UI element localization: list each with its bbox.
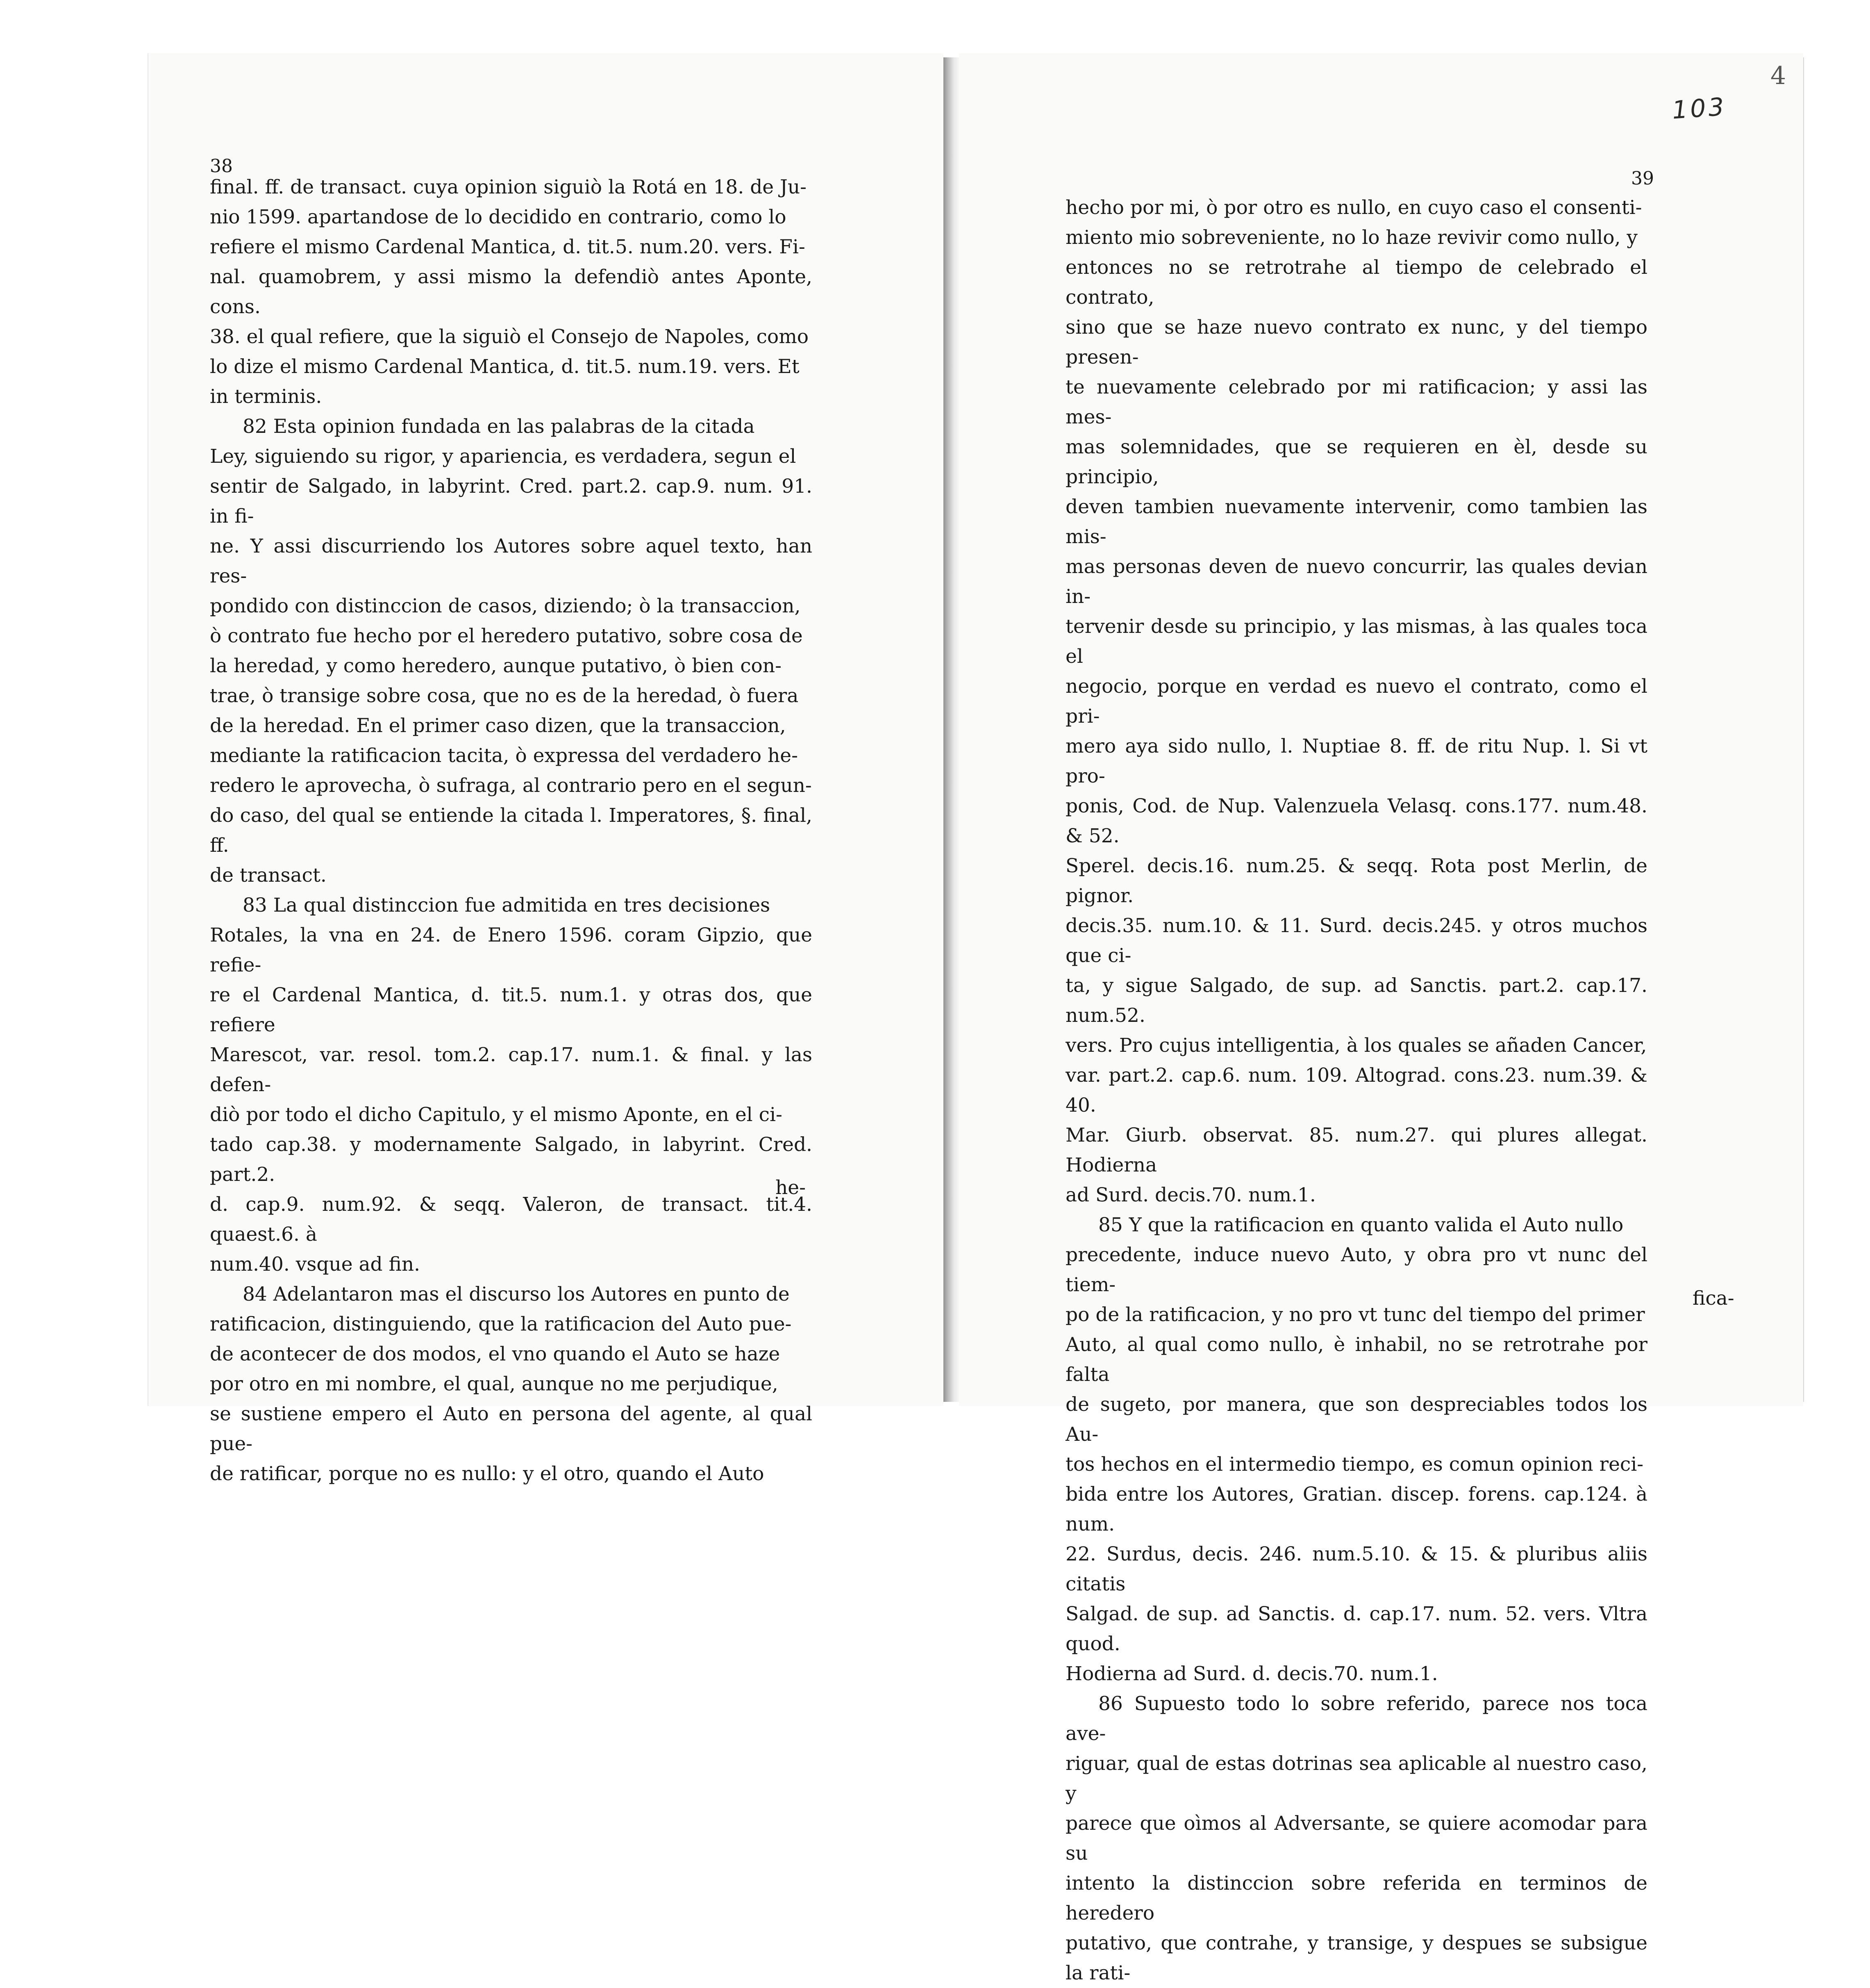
text-line: riguar, qual de estas dotrinas sea aplicable al nuestro caso, y <box>1066 1752 1647 1805</box>
edge-mark: 4 <box>1770 61 1786 90</box>
text-line: hecho por mi, ò por otro es nullo, en cuyo caso el consenti- <box>1066 196 1642 219</box>
text-line: ponis, Cod. de Nup. Valenzuela Velasq. cons.177. num.48. & 52. <box>1066 795 1647 847</box>
manuscript-folio-number: 103 <box>1671 92 1727 125</box>
text-line: bida entre los Autores, Gratian. discep. forens. cap.124. à num. <box>1066 1483 1647 1535</box>
page-number-right: 39 <box>1631 168 1654 189</box>
text-line: 38. el qual refiere, que la siguiò el Consejo de Napoles, como <box>210 325 809 348</box>
text-line: de ratificar, porque no es nullo: y el otro, quando el Auto <box>210 1463 764 1485</box>
text-line: diò por todo el dicho Capitulo, y el mismo Aponte, en el ci- <box>210 1103 782 1126</box>
text-line: Salgad. de sup. ad Sanctis. d. cap.17. num. 52. vers. Vltra quod. <box>1066 1603 1647 1655</box>
text-line: tervenir desde su principio, y las mismas, à las quales toca el <box>1066 615 1647 668</box>
text-line: Sperel. decis.16. num.25. & seqq. Rota post Merlin, de pignor. <box>1066 855 1647 907</box>
text-line: in terminis. <box>210 385 322 408</box>
text-line: mas solemnidades, que se requieren en èl, desde su principio, <box>1066 436 1647 488</box>
text-line: pondido con distinccion de casos, diziendo; ò la transaccion, <box>210 595 801 617</box>
text-line: ta, y sigue Salgado, de sup. ad Sanctis. part.2. cap.17. num.52. <box>1066 974 1647 1027</box>
text-line: Rotales, la vna en 24. de Enero 1596. coram Gipzio, que refie- <box>210 924 812 976</box>
text-line: se sustiene empero el Auto en persona del agente, al qual pue- <box>210 1403 812 1455</box>
text-line: po de la ratificacion, y no pro vt tunc del tiempo del primer <box>1066 1303 1645 1326</box>
text-line: ò contrato fue hecho por el heredero putativo, sobre cosa de <box>210 625 803 647</box>
text-line: de sugeto, por manera, que son despreciables todos los Au- <box>1066 1393 1647 1446</box>
paragraph-86-start: 86 Supuesto todo lo sobre referido, parece nos toca ave- <box>1066 1692 1647 1745</box>
text-line: vers. Pro cujus intelligentia, à los quales se añaden Cancer, <box>1066 1034 1647 1057</box>
text-line: ad Surd. decis.70. num.1. <box>1066 1184 1316 1206</box>
right-page-text <box>1066 193 1647 1988</box>
text-line: lo dize el mismo Cardenal Mantica, d. tit.5. num.19. vers. Et <box>210 355 800 378</box>
text-line: decis.35. num.10. & 11. Surd. decis.245. y otros muchos que ci- <box>1066 914 1647 967</box>
text-line: tos hechos en el intermedio tiempo, es comun opinion reci- <box>1066 1453 1644 1476</box>
text-line: entonces no se retrotrahe al tiempo de celebrado el contrato, <box>1066 256 1647 309</box>
text-line: de acontecer de dos modos, el vno quando el Auto se haze <box>210 1343 780 1365</box>
text-line: tado cap.38. y modernamente Salgado, in labyrint. Cred. part.2. <box>210 1133 812 1186</box>
paragraph-82-start: 82 Esta opinion fundada en las palabras de la citada <box>243 415 755 438</box>
text-line: Hodierna ad Surd. d. decis.70. num.1. <box>1066 1663 1438 1685</box>
catchword-left: he- <box>775 1176 806 1199</box>
text-line: re el Cardenal Mantica, d. tit.5. num.1. y otras dos, que refiere <box>210 984 812 1036</box>
text-line: negocio, porque en verdad es nuevo el contrato, como el pri- <box>1066 675 1647 728</box>
text-line: la heredad, y como heredero, aunque putativo, ò bien con- <box>210 655 782 677</box>
text-line: Ley, siguiendo su rigor, y apariencia, es verdadera, segun el <box>210 445 796 468</box>
text-line: mero aya sido nullo, l. Nuptiae 8. ff. de ritu Nup. l. Si vt pro- <box>1066 735 1647 787</box>
page-number-left: 38 <box>210 156 233 177</box>
text-line: Marescot, var. resol. tom.2. cap.17. num.1. & final. y las defen- <box>210 1044 812 1096</box>
text-line: parece que oìmos al Adversante, se quiere acomodar para su <box>1066 1812 1647 1865</box>
text-line: intento la distinccion sobre referida en terminos de heredero <box>1066 1872 1647 1924</box>
text-line: te nuevamente celebrado por mi ratificacion; y assi las mes- <box>1066 376 1647 428</box>
text-line: Auto, al qual como nullo, è inhabil, no se retrotrahe por falta <box>1066 1333 1647 1386</box>
text-line: mediante la ratificacion tacita, ò expressa del verdadero he- <box>210 744 798 767</box>
text-line: nio 1599. apartandose de lo decidido en contrario, como lo <box>210 206 786 228</box>
text-line: precedente, induce nuevo Auto, y obra pro vt nunc del tiem- <box>1066 1244 1647 1296</box>
text-line: var. part.2. cap.6. num. 109. Altograd. cons.23. num.39. & 40. <box>1066 1064 1647 1117</box>
text-line: nal. quamobrem, y assi mismo la defendiò antes Aponte, cons. <box>210 266 812 318</box>
paragraph-84-start: 84 Adelantaron mas el discurso los Autores en punto de <box>243 1283 790 1306</box>
right-page <box>959 53 1803 1984</box>
text-line: final. ff. de transact. cuya opinion siguiò la Rotá en 18. de Ju- <box>210 176 807 198</box>
paragraph-83-start: 83 La qual distinccion fue admitida en tres decisiones <box>243 894 770 917</box>
text-line: do caso, del qual se entiende la citada l. Imperatores, §. final, ff. <box>210 804 812 857</box>
catchword-right: fica- <box>1693 1287 1734 1310</box>
text-line: Mar. Giurb. observat. 85. num.27. qui plures allegat. Hodierna <box>1066 1124 1647 1176</box>
paragraph-85-start: 85 Y que la ratificacion en quanto valida el Auto nullo <box>1098 1214 1624 1236</box>
text-line: redero le aprovecha, ò sufraga, al contrario pero en el segun- <box>210 774 812 797</box>
text-line: deven tambien nuevamente intervenir, como tambien las mis- <box>1066 496 1647 548</box>
text-line: ratificacion, distinguiendo, que la ratificacion del Auto pue- <box>210 1313 792 1335</box>
text-line: miento mio sobreveniente, no lo haze revivir como nullo, y <box>1066 226 1638 249</box>
text-line: de la heredad. En el primer caso dizen, que la transaccion, <box>210 714 786 737</box>
text-line: num.40. vsque ad fin. <box>210 1253 420 1276</box>
text-line: trae, ò transige sobre cosa, que no es de la heredad, ò fuera <box>210 685 799 707</box>
text-line: sentir de Salgado, in labyrint. Cred. part.2. cap.9. num. 91. in fi- <box>210 475 812 528</box>
text-line: ne. Y assi discurriendo los Autores sobre aquel texto, han res- <box>210 535 812 587</box>
text-line: de transact. <box>210 864 327 887</box>
text-line: putativo, que contrahe, y transige, y despues se subsigue la rati- <box>1066 1932 1647 1984</box>
book-gutter <box>943 57 959 1402</box>
text-line: por otro en mi nombre, el qual, aunque no me perjudique, <box>210 1373 778 1395</box>
text-line: 22. Surdus, decis. 246. num.5.10. & 15. & pluribus aliis citatis <box>1066 1543 1647 1595</box>
text-line: mas personas deven de nuevo concurrir, las quales devian in- <box>1066 555 1647 608</box>
text-line: d. cap.9. num.92. & seqq. Valeron, de transact. tit.4. quaest.6. à <box>210 1193 812 1246</box>
text-line: sino que se haze nuevo contrato ex nunc, y del tiempo presen- <box>1066 316 1647 368</box>
left-page <box>148 53 943 1485</box>
left-page-text <box>210 172 812 1489</box>
text-line: refiere el mismo Cardenal Mantica, d. tit.5. num.20. vers. Fi- <box>210 236 805 258</box>
